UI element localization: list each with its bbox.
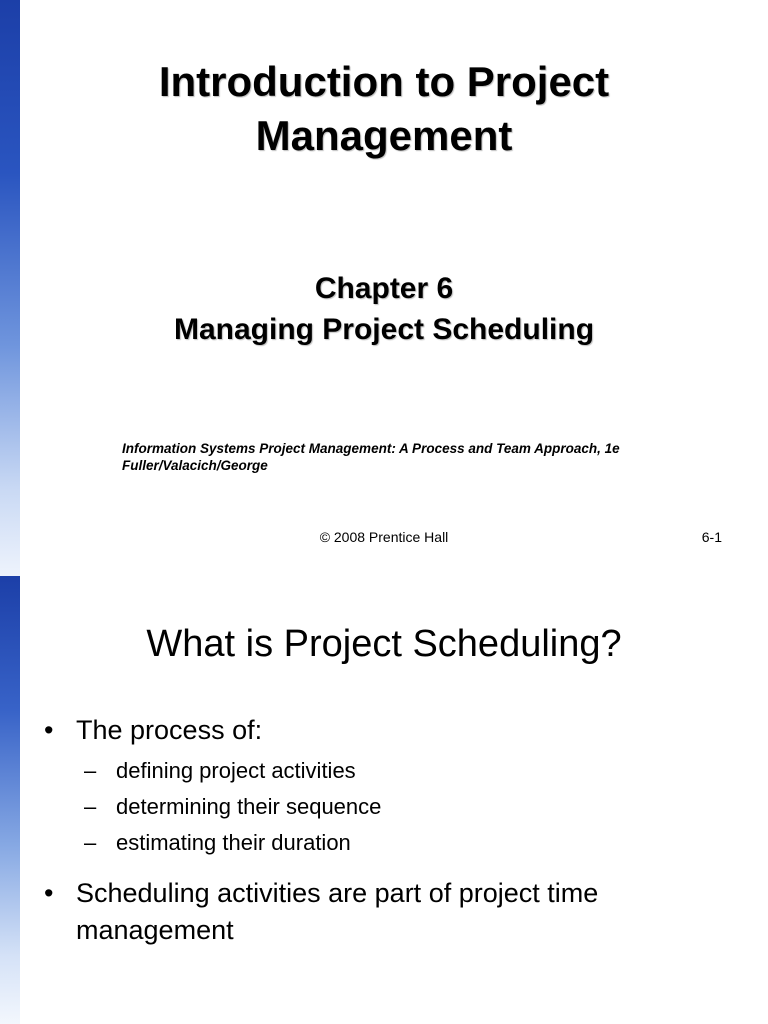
sub-bullet-list	[76, 753, 730, 861]
bullet-list	[40, 712, 730, 949]
sub-bullet-item	[76, 753, 730, 789]
sub-bullet-text: defining project activities	[116, 758, 356, 783]
bullet-item	[40, 712, 730, 861]
sub-bullet-item	[76, 825, 730, 861]
sub-bullet-text: estimating their duration	[116, 830, 351, 855]
subtitle-line-1: Chapter 6	[314, 272, 454, 305]
slide-number: 6-1	[701, 529, 722, 545]
slide-1-side-bar	[0, 0, 20, 576]
slide-2-title: What is Project Scheduling?	[146, 623, 622, 665]
book-authors: Fuller/Valacich/George	[122, 458, 268, 473]
bullet-item	[40, 875, 730, 949]
copyright: © 2008 Prentice Hall	[319, 529, 449, 545]
sub-bullet-text: determining their sequence	[116, 794, 382, 819]
bullet-icon: •	[44, 715, 54, 745]
dash-icon: –	[84, 830, 97, 855]
sub-bullet-item	[76, 789, 730, 825]
book-citation	[122, 440, 722, 474]
subtitle-line-2: Managing Project Scheduling	[173, 313, 595, 346]
title-line-2: Management	[255, 112, 513, 159]
slide-2-side-bar	[0, 576, 20, 1024]
slide-1-subtitle	[40, 268, 728, 350]
bullet-text: The process of:	[76, 715, 263, 745]
dash-icon: –	[84, 758, 97, 783]
slide-1-title	[40, 55, 728, 163]
dash-icon: –	[84, 794, 97, 819]
book-title: Information Systems Project Management: A Process and Team Approach, 1e	[122, 441, 620, 456]
bullet-icon: •	[44, 878, 54, 908]
bullet-text: Scheduling activities are part of project time management	[76, 878, 599, 945]
slide-2	[0, 576, 768, 1024]
title-line-1: Introduction to Project	[158, 58, 610, 105]
